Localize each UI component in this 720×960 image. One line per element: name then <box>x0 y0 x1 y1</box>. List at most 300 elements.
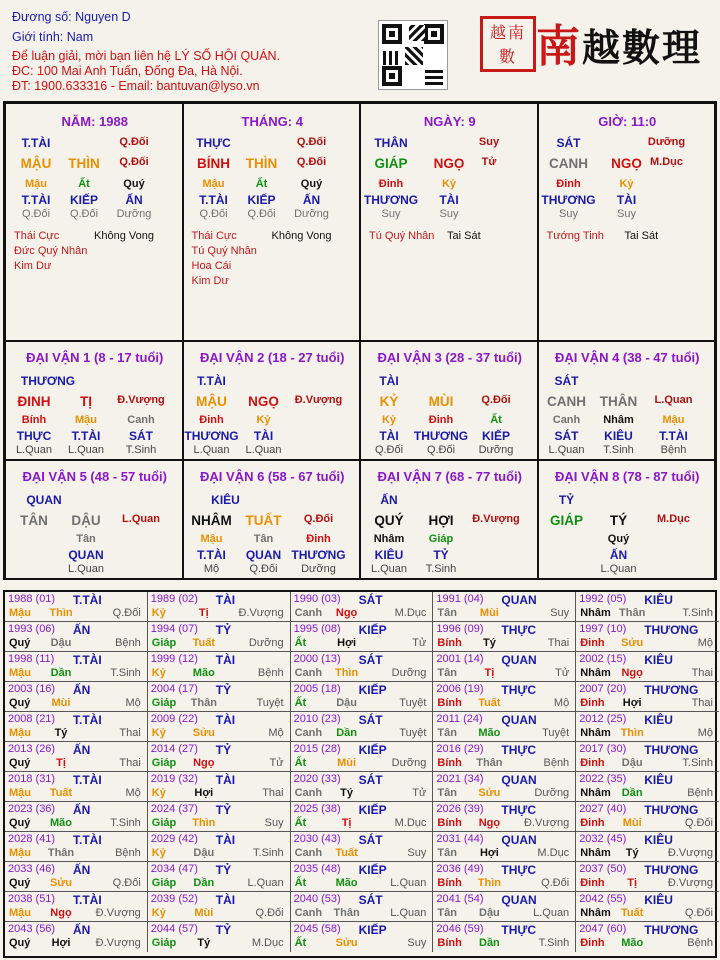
year-cell[interactable] <box>5 592 148 622</box>
year-stage: Suy <box>550 607 570 619</box>
year-cell[interactable] <box>291 772 434 802</box>
phone-email-line[interactable]: ĐT: 1900.633316 - Email: bantuvan@lyso.vn <box>12 79 260 93</box>
year-stem: Kỷ <box>151 727 166 739</box>
year-stem: Đinh <box>580 937 605 949</box>
year-cell[interactable] <box>576 742 719 772</box>
year-stage: L.Quan <box>247 877 284 889</box>
dai-van-title: ĐẠI VẬN 7 (68 - 77 tuổi) <box>377 469 522 484</box>
earthly-branch: HỢI <box>428 513 454 528</box>
spirit-star: Không Vong <box>271 230 332 242</box>
year-stage: L.Quan <box>390 877 427 889</box>
hidden-star: SÁT <box>554 429 579 443</box>
year-branch: Hợi <box>51 937 71 949</box>
year-star: TÀI <box>215 653 236 667</box>
year-branch: Thân <box>333 907 360 919</box>
year-branch: Tị <box>484 667 495 679</box>
year-star: KIẾP <box>358 623 387 637</box>
year-star: KIÊU <box>644 833 673 847</box>
year-stem: Nhâm <box>580 787 611 799</box>
earthly-branch: DẬU <box>71 513 101 528</box>
year-cell[interactable] <box>291 892 434 922</box>
year-stage: Bệnh <box>687 937 713 949</box>
dai-van-cell <box>538 460 716 579</box>
year-star: THỰC <box>501 623 537 637</box>
year-star: THƯƠNG <box>644 743 699 757</box>
year-stem: Mậu <box>9 607 31 619</box>
year-stem: Quý <box>9 937 31 949</box>
year-stage: Tử <box>412 637 427 649</box>
hidden-star: THƯƠNG <box>541 193 596 207</box>
hidden-star: KIÊU <box>604 429 633 443</box>
year-cell[interactable] <box>291 922 434 952</box>
earthly-branch: TÝ <box>609 513 628 528</box>
year-cell[interactable] <box>576 772 719 802</box>
hidden-star: TÀI <box>439 193 459 207</box>
year-label: 2035 (48) <box>293 863 341 875</box>
year-star: ẤN <box>73 683 91 697</box>
year-stem: Bính <box>437 637 462 649</box>
spirit-star: Không Vong <box>94 230 154 242</box>
dai-van-title: ĐẠI VẬN 3 (28 - 37 tuổi) <box>377 350 522 365</box>
pillar-title: THÁNG: 4 <box>241 114 303 129</box>
year-label: 2029 (42) <box>150 833 198 845</box>
year-label: 2032 (45) <box>579 833 627 845</box>
year-branch: Dần <box>336 727 357 739</box>
year-stage: T.Sinh <box>110 667 141 679</box>
year-cell[interactable] <box>433 922 576 952</box>
dai-van-cell <box>183 460 361 579</box>
year-branch: Thân <box>476 757 503 769</box>
branch-stage: M.Dục <box>650 156 683 168</box>
year-stem: Kỷ <box>151 847 166 859</box>
year-cell[interactable] <box>433 592 576 622</box>
year-stage: Thai <box>691 697 713 709</box>
year-stage: Q.Đối <box>541 877 570 889</box>
dai-van-star: TỶ <box>558 493 575 507</box>
year-branch: Thân <box>47 847 75 859</box>
spirit-star: Tướng Tinh <box>546 230 604 242</box>
year-stage: M.Dục <box>394 607 427 619</box>
year-branch: Hợi <box>622 697 642 709</box>
branch-stage: Đ.Vượng <box>472 513 520 525</box>
year-stem: Tân <box>437 667 457 679</box>
hidden-stem: Đinh <box>428 414 454 426</box>
year-branch: Mùi <box>194 907 214 919</box>
year-cell[interactable] <box>148 682 291 712</box>
earthly-branch: THÌN <box>245 156 278 171</box>
year-branch: Dần <box>621 787 643 799</box>
year-stage: T.Sinh <box>538 937 570 949</box>
hidden-stage: Suy <box>381 208 401 220</box>
year-cell[interactable] <box>291 802 434 832</box>
year-stage: Bệnh <box>115 637 141 649</box>
year-cell[interactable] <box>576 682 719 712</box>
year-star: THỰC <box>501 803 537 817</box>
hidden-stage: Dưỡng <box>301 563 336 575</box>
hidden-star: QUAN <box>245 548 282 562</box>
year-stage: Mộ <box>697 637 713 649</box>
year-label: 2006 (19) <box>436 683 484 695</box>
year-stem: Canh <box>294 907 323 919</box>
year-cell[interactable] <box>576 922 719 952</box>
hidden-stem: Mậu <box>75 414 97 426</box>
year-star: SÁT <box>358 893 383 907</box>
year-label: 2011 (24) <box>436 713 483 725</box>
year-branch: Tý <box>625 847 639 859</box>
year-branch: Sửu <box>49 877 73 889</box>
year-branch: Ngọ <box>621 667 643 679</box>
hidden-stem: Tân <box>76 533 96 545</box>
branch-stage: Đ.Vượng <box>117 394 165 406</box>
spirit-star: Kim Dư <box>14 260 52 272</box>
year-stem: Canh <box>294 667 323 679</box>
year-star: T.TÀI <box>73 893 102 907</box>
year-stage: T.Sinh <box>110 817 141 829</box>
year-stage: Dưỡng <box>248 637 284 649</box>
year-label: 2026 (39) <box>436 803 484 815</box>
year-star: THỰC <box>501 863 537 877</box>
year-cell[interactable] <box>5 772 148 802</box>
hidden-stage: T.Sinh <box>603 444 634 456</box>
hidden-stem: Kỷ <box>441 178 457 190</box>
year-star: QUAN <box>501 593 537 607</box>
year-cell[interactable] <box>291 742 434 772</box>
hidden-stem: Ất <box>78 178 90 190</box>
pillar-star: SÁT <box>556 136 581 150</box>
year-branch: Tý <box>197 937 211 949</box>
year-stem: Tân <box>437 907 457 919</box>
year-stem: Nhâm <box>580 667 611 679</box>
year-label: 1997 (10) <box>579 623 627 635</box>
hidden-stage: Dưỡng <box>294 208 329 220</box>
year-label: 1992 (05) <box>579 593 627 605</box>
year-cell[interactable] <box>5 652 148 682</box>
dai-van-star: TÀI <box>379 374 399 388</box>
year-star: QUAN <box>501 893 537 907</box>
year-stage: Mộ <box>697 727 713 739</box>
year-cell[interactable] <box>576 802 719 832</box>
year-branch: Dậu <box>479 907 500 919</box>
year-stem: Nhâm <box>580 847 611 859</box>
pillar-title: NGÀY: 9 <box>423 114 476 129</box>
year-stage: Thai <box>547 637 570 649</box>
year-cell[interactable] <box>5 682 148 712</box>
year-star: SÁT <box>358 593 383 607</box>
year-cell[interactable] <box>5 892 148 922</box>
year-label: 2021 (34) <box>436 773 484 785</box>
year-label: 2046 (59) <box>436 923 484 935</box>
year-label: 2019 (32) <box>150 773 198 785</box>
year-cell[interactable] <box>5 802 148 832</box>
year-cell[interactable] <box>148 772 291 802</box>
year-cell[interactable] <box>291 712 434 742</box>
year-label: 2038 (51) <box>8 893 56 905</box>
year-label: 1988 (01) <box>8 593 56 605</box>
spirit-star: Thái Cực <box>14 230 60 242</box>
year-cell[interactable] <box>291 652 434 682</box>
year-stage: Dưỡng <box>391 757 427 769</box>
year-cell[interactable] <box>148 712 291 742</box>
hidden-stage: L.Quan <box>548 444 585 456</box>
year-branch: Thìn <box>620 727 644 739</box>
year-cell[interactable] <box>576 622 719 652</box>
year-branch: Dần <box>50 667 72 679</box>
qr-code-icon[interactable] <box>378 20 448 90</box>
hidden-stage: Suy <box>559 208 578 220</box>
year-cell[interactable] <box>433 742 576 772</box>
hidden-stage: Q.Đối <box>21 208 51 220</box>
year-star: TỶ <box>215 923 232 937</box>
year-label: 2023 (36) <box>8 803 56 815</box>
year-branch: Dậu <box>50 637 72 649</box>
year-cell[interactable] <box>433 802 576 832</box>
year-label: 2002 (15) <box>579 653 627 665</box>
branch-stage: Đ.Vượng <box>294 394 343 406</box>
year-stage: M.Dục <box>394 817 427 829</box>
year-branch: Ngọ <box>50 907 72 919</box>
year-stem: Quý <box>9 697 31 709</box>
year-cell[interactable] <box>148 832 291 862</box>
year-cell[interactable] <box>148 592 291 622</box>
hidden-star: SÁT <box>129 429 153 443</box>
year-cell[interactable] <box>576 592 719 622</box>
year-stem: Ất <box>294 757 307 769</box>
year-star: T.TÀI <box>73 833 102 847</box>
year-branch: Mùi <box>622 817 642 829</box>
year-branch: Dậu <box>193 847 215 859</box>
year-label: 1993 (06) <box>8 623 56 635</box>
year-cell[interactable] <box>148 652 291 682</box>
pillar-cell <box>360 103 538 341</box>
year-stem: Quý <box>9 637 31 649</box>
year-label: 2042 (55) <box>579 893 627 905</box>
hidden-star: ẤN <box>609 548 628 562</box>
dai-van-star: SÁT <box>554 374 579 388</box>
year-cell[interactable] <box>433 712 576 742</box>
branch-stage: Q.Đối <box>303 513 334 525</box>
heavenly-stem: GIÁP <box>549 513 584 528</box>
year-stage: Bệnh <box>543 757 570 769</box>
year-label: 2003 (16) <box>8 683 56 695</box>
year-stage: Thai <box>119 727 141 739</box>
year-star: KIẾP <box>358 803 387 817</box>
year-branch: Hợi <box>479 847 499 859</box>
year-label: 2010 (23) <box>293 713 341 725</box>
heavenly-stem: BÍNH <box>197 156 230 171</box>
hidden-stage: Dưỡng <box>116 208 152 220</box>
earthly-branch: THÌN <box>68 156 100 171</box>
year-cell[interactable] <box>291 832 434 862</box>
hidden-star: T.TÀI <box>71 429 101 443</box>
year-stage: Q.Đối <box>112 607 141 619</box>
year-cell[interactable] <box>291 862 434 892</box>
hidden-stem: Canh <box>552 414 581 426</box>
hidden-stem: Canh <box>127 414 155 426</box>
year-cell[interactable] <box>576 862 719 892</box>
hidden-star: TÀI <box>379 429 399 443</box>
hidden-stage: Suy <box>439 208 459 220</box>
year-branch: Ngọ <box>478 817 501 829</box>
year-label: 2028 (41) <box>8 833 56 845</box>
hidden-stage: L.Quan <box>193 444 230 456</box>
dai-van-title: ĐẠI VẬN 6 (58 - 67 tuổi) <box>200 469 345 484</box>
year-cell[interactable] <box>5 862 148 892</box>
year-stage: Tuyệt <box>542 727 570 739</box>
pillar-cell <box>183 103 361 341</box>
hidden-stage: T.Sinh <box>125 444 157 456</box>
year-stem: Giáp <box>151 637 177 649</box>
year-cell[interactable] <box>148 862 291 892</box>
year-label: 2040 (53) <box>293 893 341 905</box>
year-stem: Ất <box>294 817 307 829</box>
year-stem: Quý <box>9 757 31 769</box>
hidden-stem: Mậu <box>25 178 47 190</box>
year-cell[interactable] <box>576 832 719 862</box>
year-branch: Sửu <box>621 637 644 649</box>
hidden-star: KIẾP <box>481 429 511 443</box>
year-stage: Tuyệt <box>399 727 427 739</box>
year-cell[interactable] <box>433 772 576 802</box>
year-stem: Mậu <box>9 667 31 679</box>
year-cell[interactable] <box>433 622 576 652</box>
spirit-star: Thái Cực <box>191 230 237 242</box>
year-cell[interactable] <box>5 712 148 742</box>
dai-van-star: QUAN <box>26 493 62 507</box>
year-label: 2017 (30) <box>579 743 627 755</box>
year-cell[interactable] <box>576 892 719 922</box>
year-branch: Mão <box>50 817 72 829</box>
year-stage: Q.Đối <box>112 877 141 889</box>
hidden-stage: L.Quan <box>370 563 408 575</box>
yearly-grid <box>3 590 717 958</box>
dai-van-title: ĐẠI VẬN 8 (78 - 87 tuổi) <box>555 469 700 484</box>
year-stem: Bính <box>437 877 462 889</box>
year-star: QUAN <box>501 833 537 847</box>
year-label: 2008 (21) <box>8 713 56 725</box>
year-stem: Kỷ <box>151 787 166 799</box>
year-stem: Tân <box>437 607 457 619</box>
hidden-stage: T.Sinh <box>425 563 457 575</box>
hidden-stage: L.Quan <box>245 444 282 456</box>
year-cell[interactable] <box>576 712 719 742</box>
year-label: 2041 (54) <box>436 893 484 905</box>
year-stem: Tân <box>437 787 457 799</box>
hidden-stage: Dưỡng <box>478 444 514 456</box>
year-star: QUAN <box>501 773 537 787</box>
year-cell[interactable] <box>5 742 148 772</box>
dai-van-cell <box>538 341 716 460</box>
hidden-stage: Q.Đối <box>426 444 456 456</box>
year-cell[interactable] <box>148 922 291 952</box>
year-stem: Ất <box>294 697 307 709</box>
dai-van-star: THƯƠNG <box>20 374 76 388</box>
hidden-stage: L.Quan <box>15 444 53 456</box>
year-stem: Tân <box>437 847 457 859</box>
year-cell[interactable] <box>433 832 576 862</box>
year-branch: Tuất <box>192 637 215 649</box>
year-star: KIẾP <box>358 683 387 697</box>
year-label: 1994 (07) <box>150 623 198 635</box>
year-stem: Đinh <box>580 877 605 889</box>
heavenly-stem: CANH <box>549 156 588 171</box>
year-star: THƯƠNG <box>644 683 699 697</box>
year-stage: Bệnh <box>257 667 284 679</box>
year-cell[interactable] <box>148 802 291 832</box>
dai-van-star: ẤN <box>380 493 398 507</box>
year-branch: Tuất <box>620 907 644 919</box>
hidden-stem: Nhâm <box>373 533 405 545</box>
pillar-stage: Suy <box>478 136 500 148</box>
red-seal-stamp-icon: 越南 數 <box>480 16 536 72</box>
year-cell[interactable] <box>148 742 291 772</box>
year-label: 1995 (08) <box>293 623 341 635</box>
year-cell[interactable] <box>148 892 291 922</box>
year-label: 2009 (22) <box>150 713 198 725</box>
year-cell[interactable] <box>291 682 434 712</box>
year-stem: Nhâm <box>580 727 611 739</box>
year-cell[interactable] <box>5 832 148 862</box>
year-cell[interactable] <box>5 922 148 952</box>
year-label: 1991 (04) <box>436 593 484 605</box>
hidden-star: THƯƠNG <box>363 193 419 207</box>
year-star: THỰC <box>501 743 537 757</box>
year-label: 2016 (29) <box>436 743 484 755</box>
branch-stage: Q.Đối <box>119 156 149 168</box>
year-branch: Dần <box>479 937 500 949</box>
year-stage: Suy <box>407 847 427 859</box>
year-stem: Nhâm <box>580 907 611 919</box>
year-cell[interactable] <box>291 622 434 652</box>
year-cell[interactable] <box>433 682 576 712</box>
hidden-star: THỰC <box>16 429 52 443</box>
year-cell[interactable] <box>433 862 576 892</box>
year-star: ẤN <box>73 923 91 937</box>
year-star: TỶ <box>215 623 232 637</box>
year-stage: Mộ <box>125 697 141 709</box>
year-stage: Q.Đối <box>684 817 713 829</box>
header <box>0 0 720 100</box>
year-label: 2020 (33) <box>293 773 341 785</box>
year-branch: Thìn <box>192 817 216 829</box>
hidden-stem: Quý <box>300 178 323 190</box>
dai-van-cell <box>5 460 183 579</box>
hidden-star: TÀI <box>616 193 637 207</box>
year-branch: Sửu <box>478 787 501 799</box>
year-star: THƯƠNG <box>644 863 699 877</box>
year-branch: Mão <box>621 937 644 949</box>
hidden-star: TÀI <box>253 429 274 443</box>
year-branch: Dậu <box>336 697 357 709</box>
year-star: SÁT <box>358 833 383 847</box>
year-label: 2044 (57) <box>150 923 198 935</box>
heavenly-stem: TÂN <box>20 513 48 528</box>
year-cell[interactable] <box>433 892 576 922</box>
hidden-stage: Mộ <box>203 563 220 575</box>
hidden-star: TỶ <box>433 548 449 562</box>
year-branch: Tuất <box>49 787 73 799</box>
year-cell[interactable] <box>5 622 148 652</box>
year-cell[interactable] <box>291 592 434 622</box>
year-cell[interactable] <box>433 652 576 682</box>
earthly-branch: NGỌ <box>433 156 465 171</box>
pillar-star: T.TÀI <box>21 136 51 150</box>
year-stem: Giáp <box>151 697 177 709</box>
spirit-star: Đức Quý Nhân <box>14 245 88 257</box>
year-label: 2014 (27) <box>150 743 198 755</box>
year-cell[interactable] <box>576 652 719 682</box>
hidden-stem: Kỷ <box>256 414 271 426</box>
year-cell[interactable] <box>148 622 291 652</box>
